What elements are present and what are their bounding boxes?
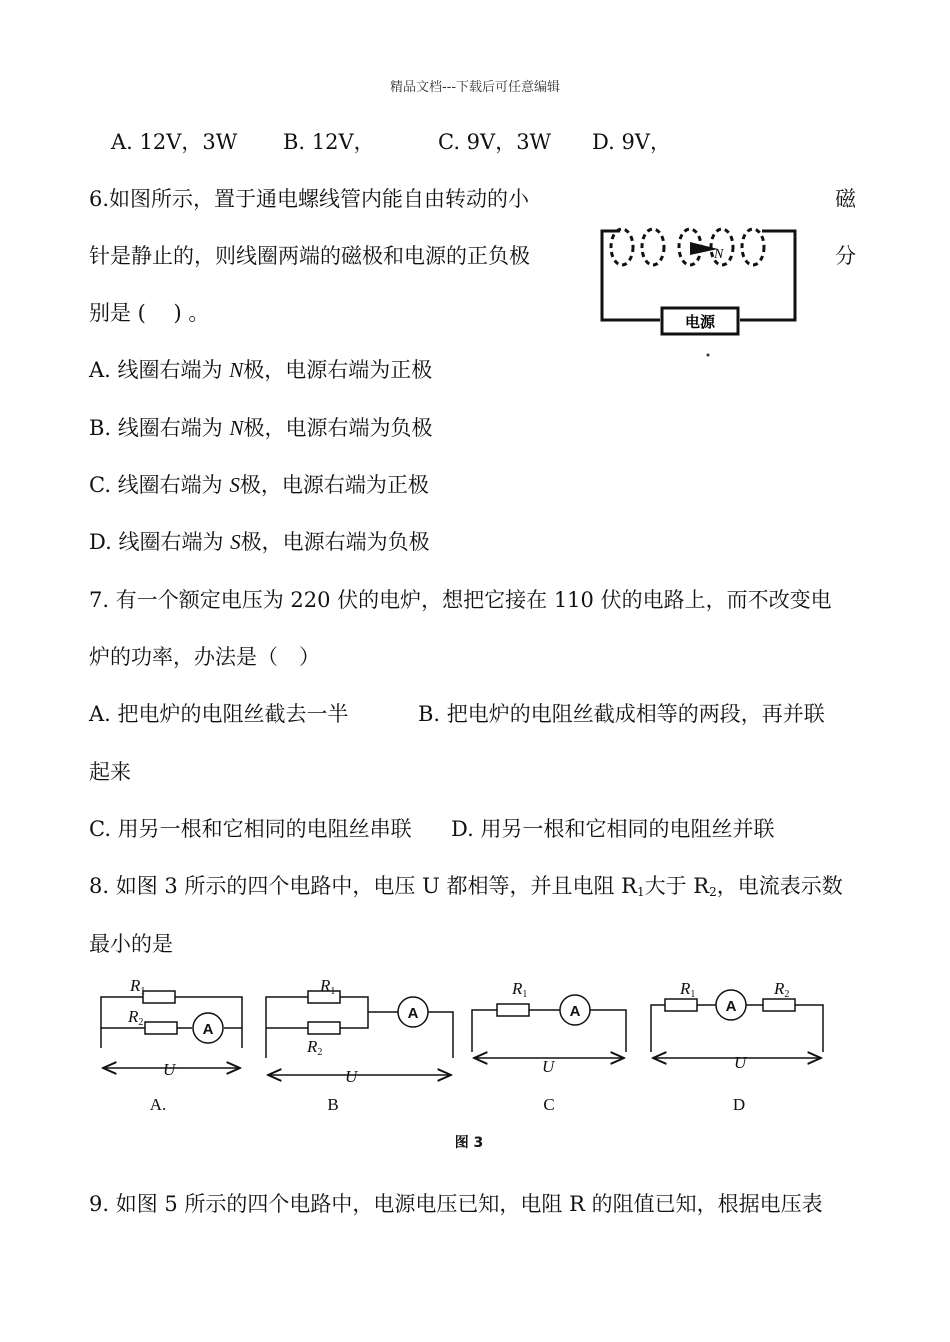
circuit-b [266, 991, 453, 1075]
figure-caption: 图 3 [454, 1135, 484, 1151]
circuit-d-label: D [732, 1095, 746, 1114]
q7-option-b-cont: 起来 [89, 760, 131, 784]
q8-line-2: 最小的是 [89, 932, 173, 956]
solenoid-figure [590, 215, 810, 360]
figure-3 [0, 970, 950, 1160]
needle-label: N [714, 247, 724, 262]
page-header: 精品文档---下载后可任意编辑 [389, 80, 561, 95]
q6-option-c: C. 线圈右端为 S极，电源右端为正极 [89, 473, 429, 497]
svg-text:R2: R2 [307, 1037, 323, 1058]
circuit-a [101, 991, 242, 1068]
svg-text:U: U [163, 1060, 176, 1079]
circuit-c-label: C [543, 1095, 555, 1114]
svg-text:R1: R1 [130, 976, 146, 997]
circuit-b-label: B [327, 1095, 339, 1114]
q6-line-1: 6.如图所示，置于通电螺线管内能自由转动的小 [89, 187, 530, 211]
q7-option-d: D. 用另一根和它相同的电阻丝并联 [451, 817, 775, 841]
q7-option-b: B. 把电炉的电阻丝截成相等的两段，再并联 [418, 702, 825, 726]
q9-line-1: 9. 如图 5 所示的四个电路中，电源电压已知，电阻 R 的阻值已知，根据电压表 [89, 1192, 823, 1216]
q7-line-2: 炉的功率，办法是（ ） [89, 645, 320, 669]
q6-line-3: 别是 ( ) 。 [89, 301, 210, 325]
q6-option-a: A. 线圈右端为 N极，电源右端为正极 [89, 358, 433, 382]
svg-text:R2: R2 [774, 979, 790, 1000]
q7-line-1: 7. 有一个额定电压为 220 伏的电炉，想把它接在 110 伏的电路上，而不改变电 [89, 588, 832, 612]
circuit-d [651, 990, 823, 1058]
q5-option-d: D. 9V， [592, 130, 671, 154]
power-label: 电源 [684, 313, 716, 331]
q6-line-2: 针是静止的，则线圈两端的磁极和电源的正负极 [89, 244, 530, 268]
svg-text:A: A [202, 1021, 214, 1038]
svg-text:A: A [569, 1003, 581, 1020]
svg-text:R1: R1 [512, 979, 528, 1000]
q6-option-b: B. 线圈右端为 N极，电源右端为负极 [89, 416, 433, 440]
svg-text:A: A [407, 1005, 419, 1022]
svg-text:U: U [345, 1067, 358, 1086]
svg-text:U: U [734, 1053, 747, 1072]
svg-text:R1: R1 [320, 976, 336, 997]
q5-option-a: A. 12V，3W [111, 130, 238, 154]
svg-text:R2: R2 [128, 1007, 144, 1028]
q6-option-d: D. 线圈右端为 S极，电源右端为负极 [89, 530, 430, 554]
q5-option-b: B. 12V， [283, 130, 375, 154]
q6-line-1-right: 磁 [835, 187, 856, 211]
svg-text:U: U [542, 1057, 555, 1076]
q8-line-1: 8. 如图 3 所示的四个电路中，电压 U 都相等，并且电阻 $R_1$大于 $R_2$，电流表示数 [89, 874, 843, 899]
circuit-a-label: A. [149, 1095, 167, 1114]
circuit-c [472, 995, 626, 1058]
svg-text:R1: R1 [680, 979, 696, 1000]
q7-option-a: A. 把电炉的电阻丝截去一半 [89, 702, 349, 726]
q7-option-c: C. 用另一根和它相同的电阻丝串联 [89, 817, 412, 841]
q5-option-c: C. 9V，3W [438, 130, 552, 154]
q6-line-2-right: 分 [835, 244, 856, 268]
svg-text:A: A [725, 998, 737, 1015]
